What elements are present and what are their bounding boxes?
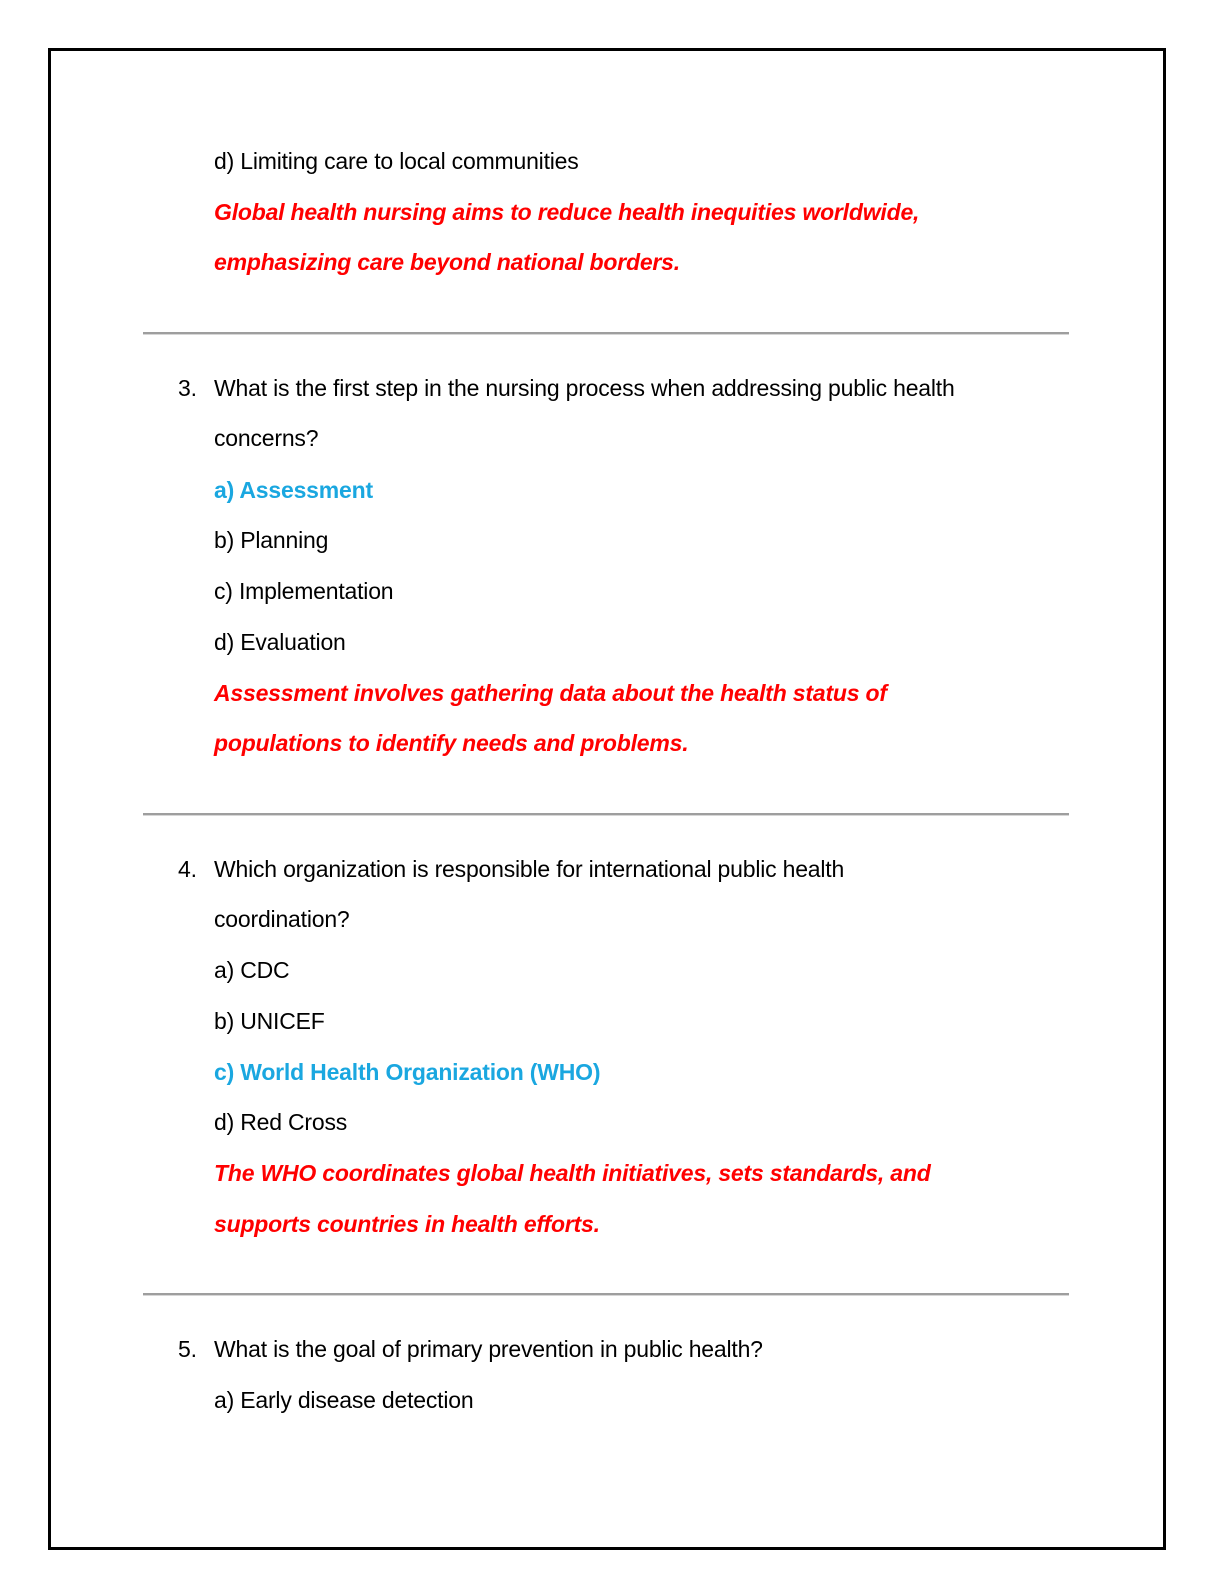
option-d: d) Limiting care to local communities <box>214 148 579 174</box>
question-text: concerns? <box>214 425 319 451</box>
question-text: What is the first step in the nursing process when addressing public health <box>214 375 955 401</box>
question-text: What is the goal of primary prevention in public health? <box>214 1336 763 1362</box>
option-d: d) Red Cross <box>214 1109 348 1135</box>
option-a-correct: a) Assessment <box>214 477 373 503</box>
option-b: b) UNICEF <box>214 1008 325 1034</box>
question-number: 4. <box>178 856 197 882</box>
option-c-correct: c) World Health Organization (WHO) <box>214 1059 601 1085</box>
explanation-line: The WHO coordinates global health initiatives, sets standards, and <box>214 1160 931 1186</box>
question-number: 5. <box>178 1336 197 1362</box>
explanation-line: emphasizing care beyond national borders. <box>214 249 680 275</box>
explanation-line: supports countries in health efforts. <box>214 1211 600 1237</box>
option-c: c) Implementation <box>214 578 394 604</box>
explanation-line: Global health nursing aims to reduce health inequities worldwide, <box>214 199 920 225</box>
option-a: a) Early disease detection <box>214 1387 474 1413</box>
explanation-line: Assessment involves gathering data about the health status of <box>214 680 887 706</box>
separator <box>143 1293 1069 1296</box>
question-number: 3. <box>178 375 197 401</box>
question-text: Which organization is responsible for international public health <box>214 856 845 882</box>
separator <box>143 332 1069 335</box>
option-a: a) CDC <box>214 957 290 983</box>
explanation-line: populations to identify needs and problems. <box>214 730 689 756</box>
separator <box>143 813 1069 816</box>
option-b: b) Planning <box>214 527 329 553</box>
question-text: coordination? <box>214 906 350 932</box>
option-d: d) Evaluation <box>214 629 346 655</box>
